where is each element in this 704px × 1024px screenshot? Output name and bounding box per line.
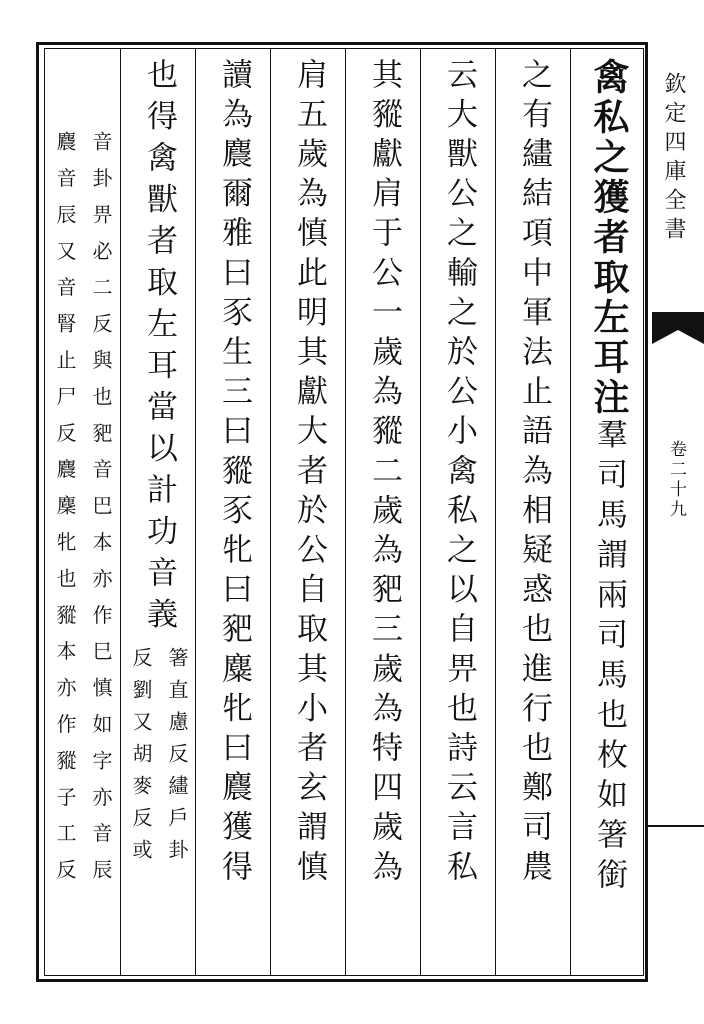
- column-text: 羣司馬謂兩司馬也枚如箸銜: [591, 418, 627, 898]
- text-column-2: [500, 58, 568, 968]
- commentary-left: 麎音辰又音腎止尸反麎麇牝也豵本亦作豵子工反: [53, 130, 77, 896]
- column-text: 也得禽獸者取左耳當以計功音義: [141, 58, 177, 639]
- column-rule: [420, 48, 421, 976]
- text-column-6: [200, 58, 268, 968]
- margin-divider: [648, 825, 704, 827]
- column-rule: [270, 48, 271, 976]
- fishtail-mark-icon: [652, 312, 704, 344]
- column-text: 肩五歲為慎此明其獻大者於公自取其小者玄謂慎: [291, 58, 327, 890]
- text-column-8: [48, 58, 118, 968]
- column-rule: [195, 48, 196, 976]
- column-text: 之有繣結項中軍法止語為相疑惑也進行也鄭司農: [516, 58, 552, 890]
- text-column-3: [425, 58, 493, 968]
- text-column-5: [275, 58, 343, 968]
- text-column-1: [575, 58, 643, 968]
- commentary-pair: [130, 647, 188, 871]
- commentary-left: 反劉又胡麥反或: [129, 647, 153, 871]
- book-title: 欽定四庫全書: [661, 72, 686, 246]
- text-column-7: [125, 58, 193, 968]
- heading-text: 禽私之獲者取左耳注: [588, 58, 630, 418]
- commentary-right: 箸直慮反繣戶卦: [165, 647, 189, 871]
- commentary-right: 音卦畀必二反與也豝音巴本亦作巳慎如字亦音辰: [89, 130, 113, 896]
- column-rule: [120, 48, 121, 976]
- column-rule: [495, 48, 496, 976]
- juan-number: 卷二十九: [666, 440, 686, 520]
- column-text: 云大獸公之輸之於公小禽私之以自畀也詩云言私: [441, 58, 477, 890]
- column-rule: [570, 48, 571, 976]
- column-rule: [345, 48, 346, 976]
- column-text: 讀為麎爾雅曰豕生三曰豵豕牝曰豝麋牝曰麎獲得: [216, 58, 252, 890]
- column-text: 其豵獻肩于公一歲為豵二歲為豝三歲為特四歲為: [366, 58, 402, 890]
- text-column-4: [350, 58, 418, 968]
